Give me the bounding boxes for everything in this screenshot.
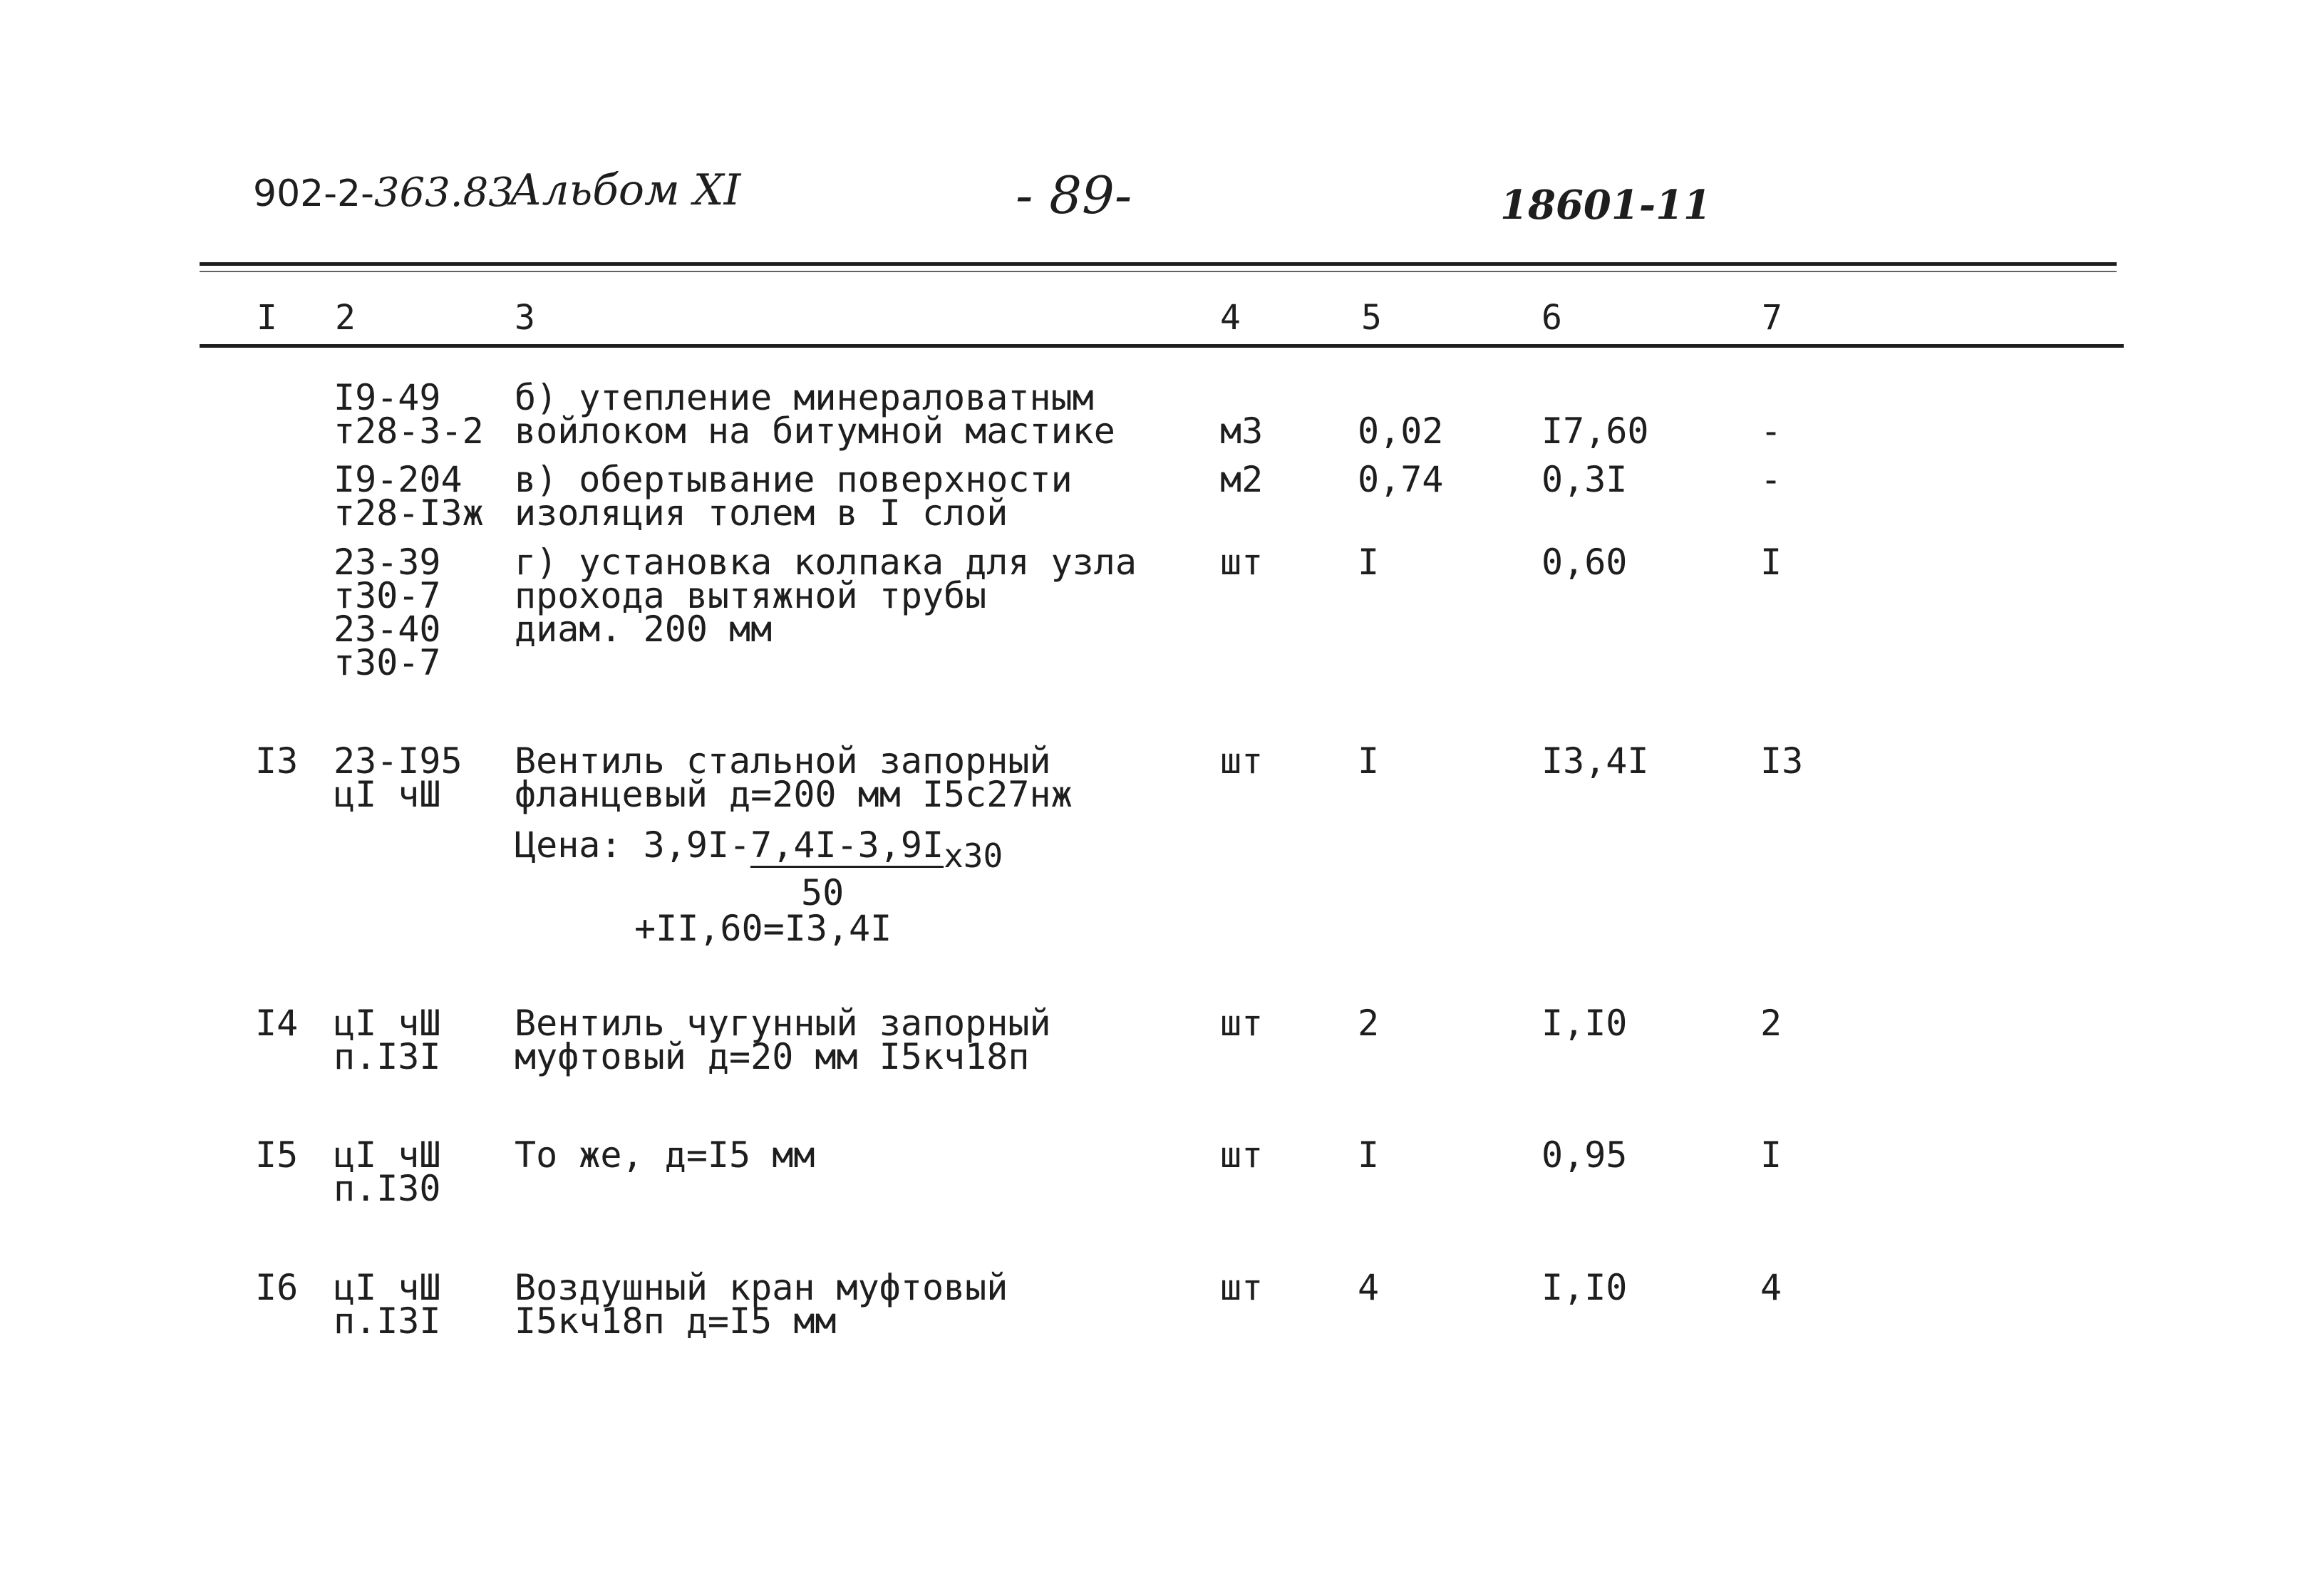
- row-4-price: I3,4I: [1541, 740, 1649, 782]
- row-1-price: I7,60: [1541, 410, 1649, 452]
- row-7-quantity: 4: [1358, 1267, 1380, 1308]
- header-bottom-rule: [200, 344, 2124, 348]
- price-calc-multiplier: x30: [944, 837, 1003, 875]
- row-4-total: I3: [1760, 740, 1804, 782]
- row-4-unit: шт: [1220, 740, 1264, 782]
- row-5-code: цI чШ п.I3I: [334, 1003, 441, 1077]
- row-7-code: цI чШ п.I3I: [334, 1267, 441, 1342]
- price-calc-result: +II,60=I3,4I: [634, 908, 892, 949]
- row-6-number: I5: [255, 1134, 299, 1176]
- row-2-description: в) обертывание поверхности изоляция толем в I слой: [515, 459, 1073, 534]
- column-header-7: 7: [1762, 298, 1782, 338]
- column-header-3: 3: [515, 298, 535, 338]
- row-6-unit: шт: [1220, 1134, 1264, 1176]
- row-7-unit: шт: [1220, 1267, 1264, 1308]
- row-1-quantity: 0,02: [1358, 410, 1444, 452]
- row-5-quantity: 2: [1358, 1003, 1380, 1044]
- document-number: 18601-11: [1500, 182, 1711, 229]
- header-top-rule-thin: [200, 271, 2117, 272]
- row-6-description: То же, д=I5 мм: [515, 1134, 815, 1176]
- row-2-price: 0,3I: [1541, 459, 1628, 500]
- row-6-code: цI чШ п.I30: [334, 1134, 441, 1209]
- row-4-description: Вентиль стальной запорный фланцевый д=200 мм I5с27нж: [515, 740, 1073, 815]
- album-label: Альбом XI: [510, 165, 741, 215]
- row-4-number: I3: [255, 740, 299, 782]
- page-number: - 89-: [1016, 165, 1132, 225]
- price-calc-denominator: 50: [801, 872, 845, 913]
- document-code-handwritten: 363.83: [373, 170, 514, 216]
- row-6-price: 0,95: [1541, 1134, 1628, 1176]
- row-5-total: 2: [1760, 1003, 1782, 1044]
- column-header-6: 6: [1541, 298, 1562, 338]
- row-3-total: I: [1760, 542, 1782, 583]
- column-header-5: 5: [1361, 298, 1382, 338]
- row-5-number: I4: [255, 1003, 299, 1044]
- row-3-code: 23-39 т30-7 23-40 т30-7: [334, 542, 441, 683]
- price-calculation: [515, 824, 1003, 875]
- row-1-description: б) утепление минераловатным войлоком на битумной мастике: [515, 377, 1115, 452]
- row-2-total: -: [1760, 459, 1782, 500]
- price-calc-numerator: 7,4I-3,9I: [750, 824, 944, 868]
- row-5-description: Вентиль чугунный запорный муфтовый д=20 мм I5кч18п: [515, 1003, 1051, 1077]
- row-5-unit: шт: [1220, 1003, 1264, 1044]
- row-1-unit: м3: [1220, 410, 1264, 452]
- row-2-code: I9-204 т28-I3ж: [334, 459, 484, 534]
- row-2-quantity: 0,74: [1358, 459, 1444, 500]
- row-6-total: I: [1760, 1134, 1782, 1176]
- row-3-quantity: I: [1358, 542, 1380, 583]
- row-7-description: Воздушный кран муфтовый I5кч18п д=I5 мм: [515, 1267, 1008, 1342]
- row-5-price: I,I0: [1541, 1003, 1628, 1044]
- row-7-total: 4: [1760, 1267, 1782, 1308]
- column-header-2: 2: [335, 298, 356, 338]
- row-1-total: -: [1760, 410, 1782, 452]
- row-2-unit: м2: [1220, 459, 1264, 500]
- row-3-price: 0,60: [1541, 542, 1628, 583]
- header-top-rule: [200, 262, 2117, 266]
- row-1-code: I9-49 т28-3-2: [334, 377, 484, 452]
- row-3-description: г) установка колпака для узла прохода вытяжной трубы диам. 200 мм: [515, 542, 1137, 650]
- row-6-quantity: I: [1358, 1134, 1380, 1176]
- document-code: [253, 170, 514, 216]
- column-header-1: I: [257, 298, 277, 338]
- row-4-code: 23-I95 цI чШ: [334, 740, 463, 815]
- row-7-price: I,I0: [1541, 1267, 1628, 1308]
- row-4-quantity: I: [1358, 740, 1380, 782]
- row-3-unit: шт: [1220, 542, 1264, 583]
- price-calc-prefix: Цена: 3,9I-: [515, 824, 751, 866]
- row-7-number: I6: [255, 1267, 299, 1308]
- column-header-4: 4: [1220, 298, 1241, 338]
- document-code-printed: 902-2-: [253, 172, 374, 215]
